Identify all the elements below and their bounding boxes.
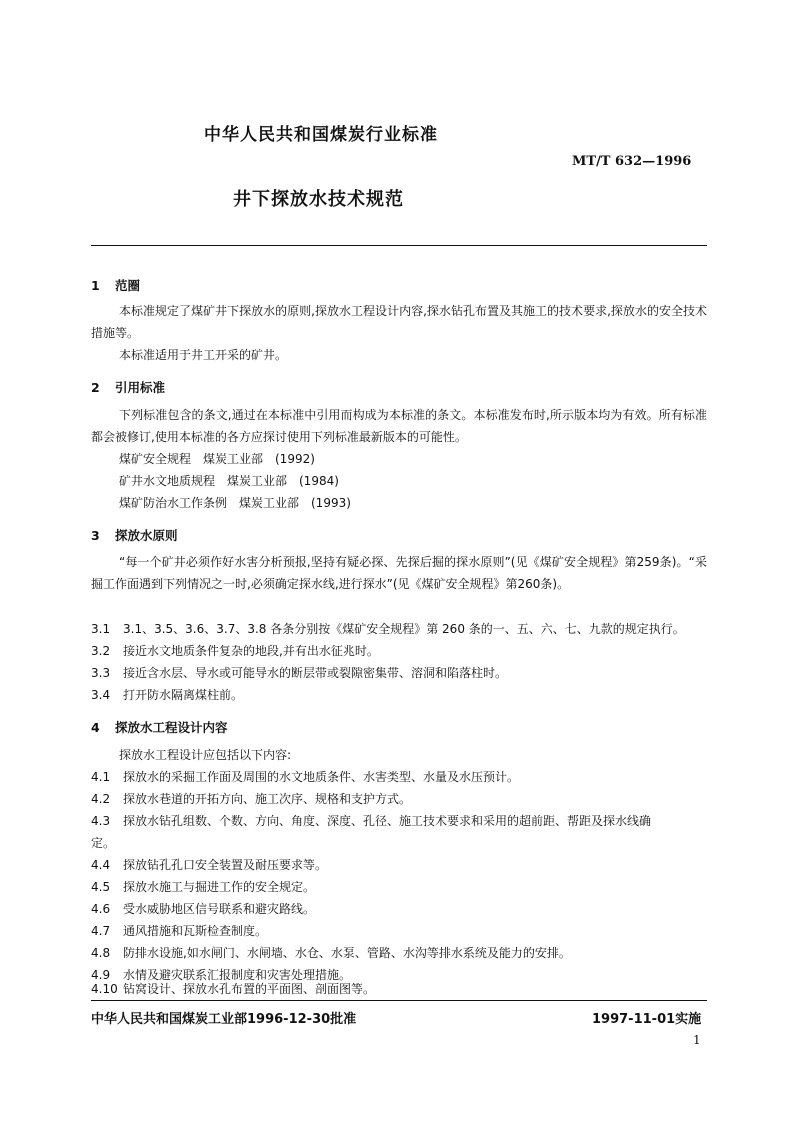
section-1-paragraph: 本标准规定了煤矿井下探放水的原则,探放水工程设计内容,探水钻孔布置及其施工的技术要求,探放水的安全技术措施等。 bbox=[91, 304, 707, 340]
item-text: 受水威胁地区信号联系和避灾路线。 bbox=[123, 902, 316, 916]
reference-item: 矿井水文地质规程 煤炭工业部 (1984) bbox=[119, 474, 339, 488]
item-text: 探放水施工与掘进工作的安全规定。 bbox=[123, 880, 316, 894]
section-title: 引用标准 bbox=[115, 380, 166, 395]
section-title: 范圈 bbox=[115, 278, 141, 293]
list-item bbox=[91, 788, 411, 810]
list-item bbox=[91, 876, 315, 898]
section-number: 1 bbox=[91, 278, 100, 293]
item-number: 4.10 bbox=[91, 982, 118, 996]
section-number: 3 bbox=[91, 528, 100, 543]
item-number: 4.7 bbox=[91, 924, 111, 938]
standard-code: MT/T 632—1996 bbox=[572, 154, 692, 169]
section-4-heading bbox=[91, 718, 228, 736]
list-item bbox=[91, 978, 375, 1000]
section-number: 2 bbox=[91, 380, 100, 395]
item-number: 3.2 bbox=[91, 644, 111, 658]
item-number: 4.8 bbox=[91, 946, 111, 960]
item-text: 防排水设施,如水闸门、水闸墙、水仓、水泵、管路、水沟等排水系统及能力的安排。 bbox=[123, 946, 571, 960]
item-number: 4.1 bbox=[91, 770, 111, 784]
document-title: 井下探放水技术规范 bbox=[233, 189, 404, 210]
item-number: 4.2 bbox=[91, 792, 111, 806]
item-number: 3.4 bbox=[91, 688, 111, 702]
item-number: 4.9 bbox=[91, 968, 111, 982]
item-number: 3.3 bbox=[91, 666, 111, 680]
section-number: 4 bbox=[91, 720, 100, 735]
reference-item: 煤矿安全规程 煤炭工业部 (1992) bbox=[119, 452, 315, 466]
list-item bbox=[91, 942, 571, 964]
section-3-paragraph: “每一个矿井必须作好水害分析预报,坚持有疑必探、先探后掘的探水原则”(见《煤矿安全规程》第259条)。“采掘工作面遇到下列情况之一时,必须确定探水线,进行探水”(见《煤矿安全规程》第260条)。 bbox=[91, 555, 707, 591]
list-item bbox=[91, 920, 267, 942]
list-item bbox=[91, 766, 519, 788]
item-text: 接近水文地质条件复杂的地段,并有出水征兆时。 bbox=[123, 644, 379, 658]
reference-item: 煤矿防治水工作条例 煤炭工业部 (1993) bbox=[119, 496, 351, 510]
list-item bbox=[91, 640, 379, 662]
section-4-intro: 探放水工程设计应包括以下内容: bbox=[119, 748, 292, 762]
item-text: 接近含水层、导水或可能导水的断层带或裂隙密集带、溶洞和陷落柱时。 bbox=[123, 666, 508, 680]
footer-rule bbox=[91, 1000, 707, 1001]
list-item bbox=[91, 854, 327, 876]
list-item bbox=[91, 810, 651, 832]
section-title: 探放水原则 bbox=[115, 528, 178, 543]
item-text: 水情及避灾联系汇报制度和灾害处理措施。 bbox=[123, 968, 352, 982]
org-title: 中华人民共和国煤炭行业标准 bbox=[204, 125, 438, 145]
item-text: 探放水的采掘工作面及周围的水文地质条件、水害类型、水量及水压预计。 bbox=[123, 770, 520, 784]
item-text: 通风措施和瓦斯检查制度。 bbox=[123, 924, 268, 938]
item-number: 4.6 bbox=[91, 902, 111, 916]
section-1-paragraph-2: 本标准适用于井工开采的矿井。 bbox=[119, 348, 288, 362]
list-item-continuation: 定。 bbox=[91, 836, 116, 850]
list-item bbox=[91, 898, 315, 920]
list-item bbox=[91, 684, 243, 706]
item-number: 4.4 bbox=[91, 858, 111, 872]
approval-line: 中华人民共和国煤炭工业部1996-12-30批准 bbox=[91, 1012, 357, 1027]
header-rule bbox=[91, 245, 707, 246]
section-2-heading bbox=[91, 378, 165, 396]
item-text: 打开防水隔离煤柱前。 bbox=[123, 688, 244, 702]
list-item bbox=[91, 618, 685, 640]
item-text: 3.1、3.5、3.6、3.7、3.8 各条分别按《煤矿安全规程》第 260 条的一、五、六、七、九款的规定执行。 bbox=[123, 622, 685, 636]
section-1-heading bbox=[91, 276, 140, 294]
section-title: 探放水工程设计内容 bbox=[115, 720, 228, 735]
effective-date: 1997-11-01实施 bbox=[592, 1012, 702, 1027]
item-text: 探放水巷道的开拓方向、施工次序、规格和支护方式。 bbox=[123, 792, 412, 806]
item-text: 钻窝设计、探放水孔布置的平面图、剖面图等。 bbox=[123, 982, 376, 996]
item-number: 3.1 bbox=[91, 622, 111, 636]
section-3-heading bbox=[91, 526, 178, 544]
item-text: 探放钻孔孔口安全装置及耐压要求等。 bbox=[123, 858, 328, 872]
page-number: 1 bbox=[693, 1033, 701, 1047]
item-text: 探放水钻孔组数、个数、方向、角度、深度、孔径、施工技术要求和采用的超前距、帮距及探水线确 bbox=[123, 814, 652, 828]
list-item bbox=[91, 662, 507, 684]
section-2-paragraph: 下列标准包含的条文,通过在本标准中引用而构成为本标准的条文。本标准发布时,所示版本均为有效。所有标准都会被修订,使用本标准的各方应探讨使用下列标准最新版本的可能性。 bbox=[91, 408, 707, 444]
item-number: 4.5 bbox=[91, 880, 111, 894]
item-number: 4.3 bbox=[91, 814, 111, 828]
